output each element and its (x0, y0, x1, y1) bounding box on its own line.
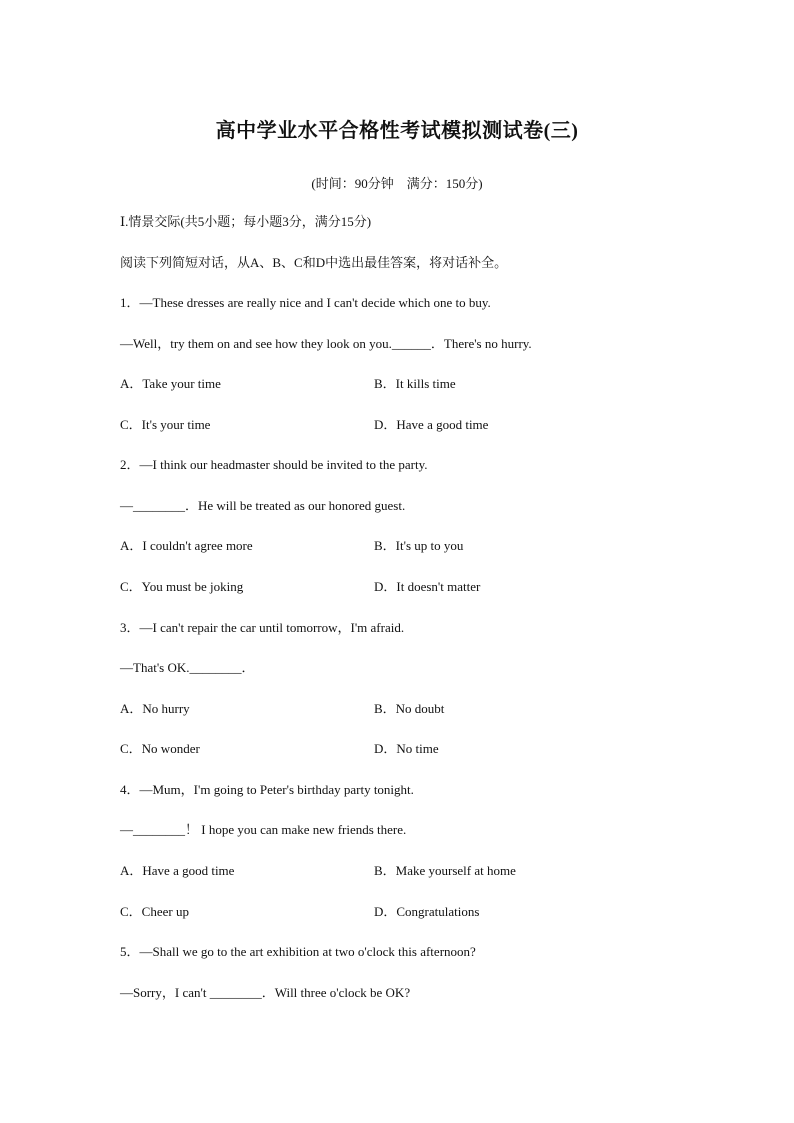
section-heading: Ⅰ.情景交际(共5小题；每小题3分，满分15分) (120, 214, 372, 229)
question-2-option-b: B．It's up to you (374, 538, 464, 553)
page-title: 高中学业水平合格性考试模拟测试卷(三) (215, 120, 579, 142)
question-3-stem: 3．—I can't repair the car until tomorrow，I'm afraid. (120, 620, 405, 635)
question-4-reply: —________！ I hope you can make new friends there. (120, 822, 407, 837)
question-4-option-c: C．Cheer up (120, 904, 189, 919)
question-1-reply: —Well，try them on and see how they look on you.______．There's no hurry. (120, 336, 532, 351)
exam-time-and-score: (时间：90分钟 满分：150分) (311, 176, 483, 191)
question-2-stem: 2．—I think our headmaster should be invited to the party. (120, 457, 428, 472)
question-4-option-d: D．Congratulations (374, 904, 480, 919)
question-1-option-b: B．It kills time (374, 376, 456, 391)
question-4-stem: 4．—Mum，I'm going to Peter's birthday party tonight. (120, 782, 414, 797)
question-1-option-a: A．Take your time (120, 376, 221, 391)
question-3-option-a: A．No hurry (120, 701, 190, 716)
question-2-reply: —________．He will be treated as our honored guest. (120, 498, 406, 513)
question-1-stem: 1．—These dresses are really nice and I can't decide which one to buy. (120, 295, 491, 310)
question-4-option-b: B．Make yourself at home (374, 863, 516, 878)
section-instruction: 阅读下列简短对话，从A、B、C和D中选出最佳答案，将对话补全。 (120, 255, 508, 270)
question-2-option-d: D．It doesn't matter (374, 579, 481, 594)
question-5-reply: —Sorry，I can't ________．Will three o'clock be OK? (120, 985, 411, 1000)
question-1-option-c: C．It's your time (120, 417, 211, 432)
question-5-stem: 5．—Shall we go to the art exhibition at two o'clock this afternoon? (120, 944, 476, 959)
question-4-option-a: A．Have a good time (120, 863, 235, 878)
question-3-reply: —That's OK.________． (120, 660, 255, 675)
question-2-option-c: C．You must be joking (120, 579, 244, 594)
question-3-option-c: C．No wonder (120, 741, 200, 756)
question-1-option-d: D．Have a good time (374, 417, 489, 432)
question-3-option-d: D．No time (374, 741, 439, 756)
question-3-option-b: B．No doubt (374, 701, 445, 716)
question-2-option-a: A．I couldn't agree more (120, 538, 253, 553)
